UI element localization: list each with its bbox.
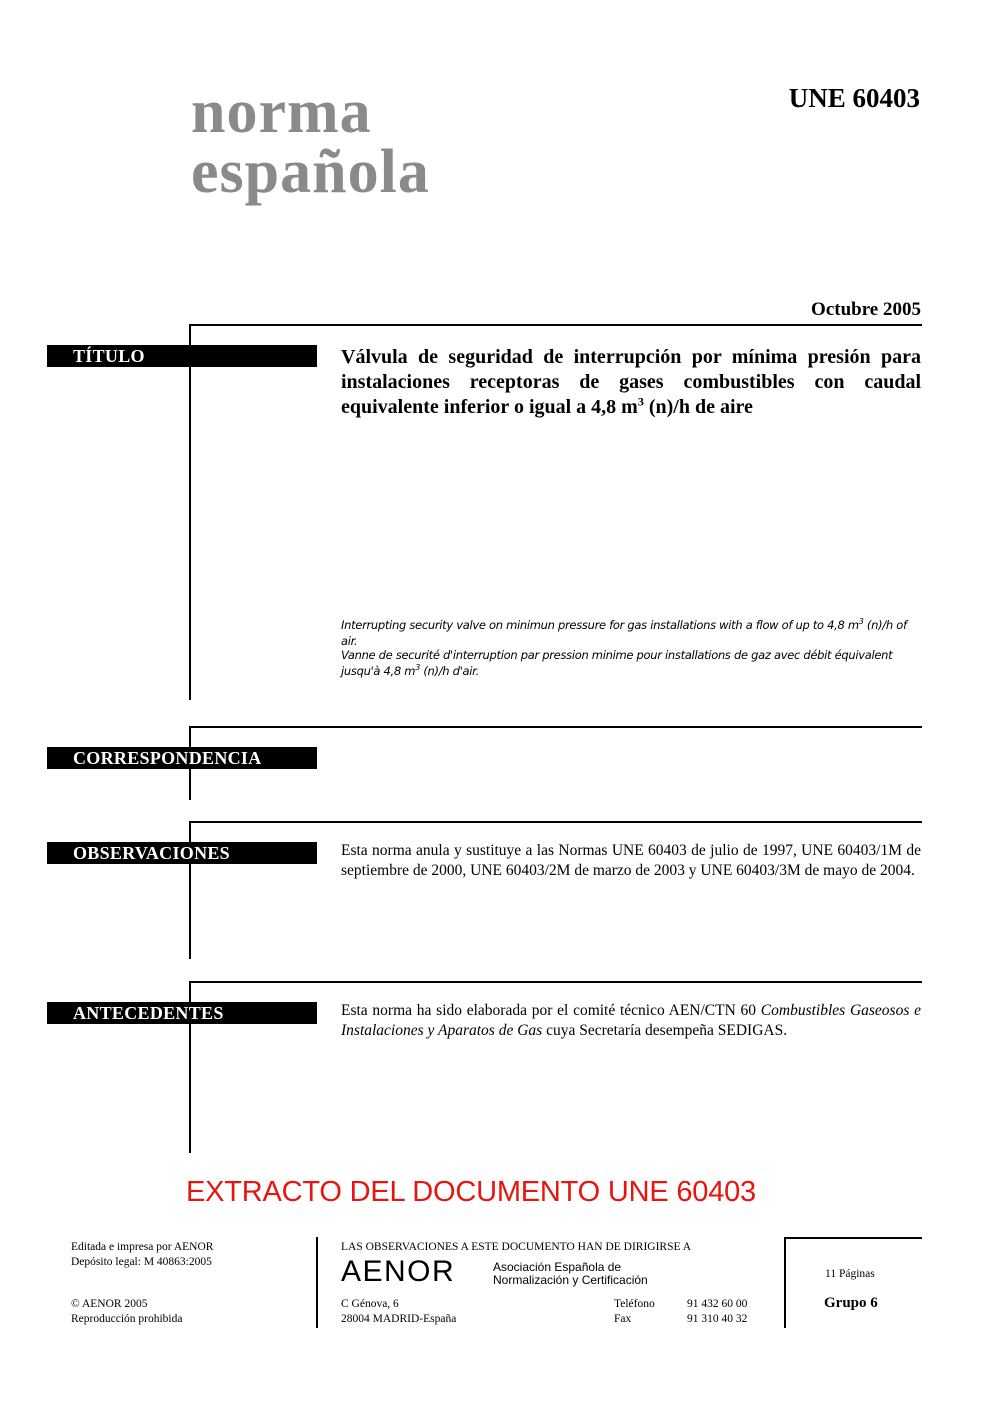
- reproduccion: Reproducción prohibida: [71, 1313, 183, 1325]
- edited-by: Editada e impresa por AENOR: [71, 1241, 214, 1253]
- fax-number: 91 310 40 32: [687, 1313, 748, 1325]
- copyright: © AENOR 2005: [71, 1298, 148, 1310]
- telefono-label: Teléfono: [614, 1298, 655, 1310]
- telefono-number: 91 432 60 00: [687, 1298, 748, 1310]
- aenor-address: [341, 1297, 456, 1327]
- standard-code: UNE 60403: [788, 83, 920, 113]
- pages-box-top: [784, 1237, 922, 1239]
- fax-label: Fax: [614, 1313, 632, 1325]
- contact-labels: [614, 1297, 655, 1327]
- deposito-legal: Depósito legal: M 40863:2005: [71, 1256, 212, 1268]
- section-divider: [189, 324, 922, 326]
- observaciones-label: OBSERVACIONES: [47, 842, 317, 864]
- norma-title-line2: española: [191, 138, 430, 206]
- extract-notice: EXTRACTO DEL DOCUMENTO UNE 60403: [186, 1176, 756, 1208]
- address-line2: 28004 MADRID-España: [341, 1313, 457, 1325]
- aenor-logo: AENOR: [341, 1255, 456, 1288]
- english-title: Interrupting security valve on minimun pressure for gas installations with a flow of up to 4,8 $m^3$ (n)/h of air.: [341, 617, 907, 648]
- section-divider: [189, 726, 922, 728]
- aenor-full-name: [493, 1261, 648, 1287]
- pages-box-rule: [784, 1237, 786, 1328]
- publication-date: Octubre 2005: [811, 299, 921, 320]
- antecedentes-label: ANTECEDENTES: [47, 1002, 317, 1024]
- section-divider: [189, 821, 922, 823]
- aenor-name-line1: Asociación Española de: [493, 1260, 622, 1274]
- footer-publisher: [71, 1240, 213, 1270]
- observaciones-notice: LAS OBSERVACIONES A ESTE DOCUMENTO HAN DE DIRIGIRSE A: [341, 1241, 692, 1253]
- page-count: 11 Páginas: [825, 1268, 875, 1280]
- price-group: Grupo 6: [824, 1295, 878, 1311]
- section-divider: [189, 981, 922, 983]
- correspondencia-label: CORRESPONDENCIA: [47, 747, 317, 769]
- footer-divider: [316, 1237, 318, 1328]
- contact-values: [687, 1297, 747, 1327]
- french-title: Vanne de securité d'interruption par pression minime pour installations de gaz avec débit équivalent jusqu'à 4,8 $m^3$ (n)/h d'air.: [341, 648, 893, 678]
- norma-title-line1: norma: [191, 78, 372, 146]
- address-line1: C Génova, 6: [341, 1298, 399, 1310]
- document-title: Válvula de seguridad de interrupción por mínima presión para instalaciones receptoras de gases combustibles con caudal equivalente inferior o igual a 4,8 $m^3$ (n)/h de aire: [341, 346, 921, 418]
- aenor-name-line2: Normalización y Certificación: [493, 1273, 648, 1287]
- antecedentes-text: Esta norma ha sido elaborada por el comité técnico AEN/CTN 60 Combustibles Gaseosos e Instalaciones y Aparatos de Gas cuya Secretaría desempeña SEDIGAS.: [341, 1002, 921, 1039]
- titulo-label: TÍTULO: [47, 345, 317, 367]
- footer-copyright: [71, 1297, 182, 1327]
- observaciones-text: Esta norma anula y sustituye a las Normas UNE 60403 de julio de 1997, UNE 60403/1M de septiembre de 2000, UNE 60403/2M de marzo de 2003 y UNE 60403/3M de mayo de 2004.: [341, 842, 921, 879]
- section-vertical-rule: [189, 324, 191, 700]
